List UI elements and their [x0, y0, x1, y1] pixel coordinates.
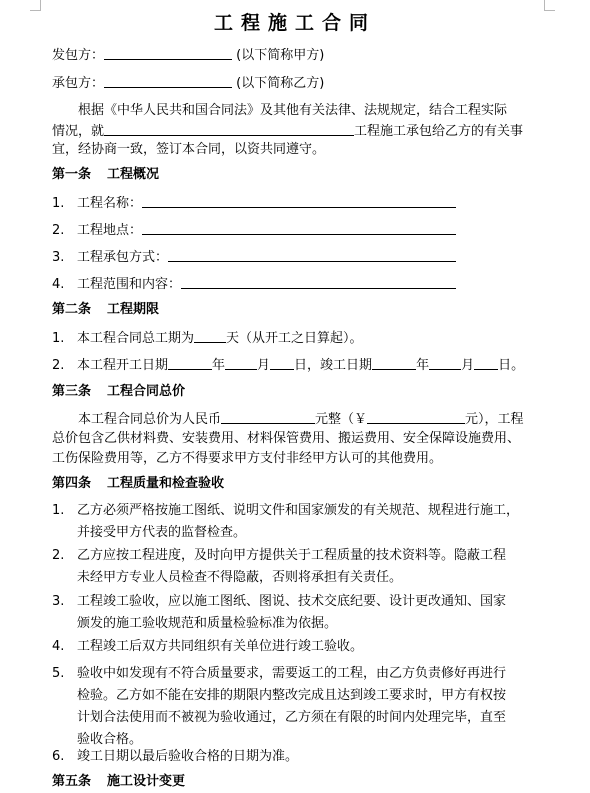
article-2-item-1: 1. 本工程合同总工期为 天（从开工之日算起）。 — [52, 327, 363, 350]
intro-line-3: 宜，经协商一致，签订本合同，以资共同遵守。 — [52, 142, 326, 157]
article-4-item-1: 1. 乙方必须严格按施工图纸、说明文件和国家颁发的有关规范、规程进行施工， 并接受甲方代表的监督检查。 — [52, 503, 520, 540]
article-1-item-1: 1. 工程名称： — [52, 192, 456, 215]
contract-method-field[interactable] — [168, 246, 456, 262]
article-4-heading: 第四条 工程质量和检查验收 — [52, 476, 225, 491]
article-1-item-3: 3. 工程承包方式： — [52, 246, 456, 269]
article-1-heading: 第一条 工程概况 — [52, 167, 160, 182]
end-month-field[interactable] — [429, 354, 461, 370]
intro-line-2: 情况，就 工程施工承包给乙方的有关事 — [52, 120, 523, 143]
party-a-blank[interactable] — [104, 44, 232, 60]
party-b-blank[interactable] — [104, 72, 232, 88]
party-a-line — [52, 44, 324, 67]
document-title: 工程施工合同 — [213, 12, 376, 34]
party-b-suffix: (以下简称乙方) — [236, 76, 325, 91]
end-year-field[interactable] — [372, 354, 416, 370]
total-days-field[interactable] — [194, 327, 226, 343]
start-year-field[interactable] — [168, 354, 212, 370]
start-day-field[interactable] — [270, 354, 294, 370]
article-1-item-2: 2. 工程地点： — [52, 219, 456, 242]
article-2-item-2: 2. 本工程开工日期 年 月 日，竣工日期 年 月 日。 — [52, 354, 524, 377]
article-4-item-2: 2. 乙方应按工程进度，及时向甲方提供关于工程质量的技术资料等。隐蔽工程 未经甲方专业人员检查不得隐蔽，否则将承担有关责任。 — [52, 548, 507, 585]
party-a-label: 发包方： — [52, 48, 105, 63]
project-location-field[interactable] — [142, 219, 456, 235]
article-4-item-6: 6. 竣工日期以最后验收合格的日期为准。 — [52, 749, 299, 764]
article-4-item-3: 3. 工程竣工验收，应以施工图纸、图说、技术交底纪要、设计更改通知、国家 颁发的施工验收规范和质量检验标准为依据。 — [52, 594, 507, 631]
intro-line-1: 根据《中华人民共和国合同法》及其他有关法律、法规规定，结合工程实际 — [78, 103, 508, 118]
project-name-blank[interactable] — [104, 120, 354, 136]
party-a-suffix: (以下简称甲方) — [236, 48, 325, 63]
price-rmb-words-field[interactable] — [221, 408, 315, 424]
party-b-label: 承包方： — [52, 76, 105, 91]
article-3-line-1: 本工程合同总价为人民币 元整（￥ 元），工程 — [78, 408, 524, 431]
project-scope-field[interactable] — [181, 273, 456, 289]
article-5-heading: 第五条 施工设计变更 — [52, 774, 186, 789]
article-4-item-5: 5. 验收中如发现有不符合质量要求，需要返工的工程，由乙方负责修好再进行 检验。乙方如不能在安排的期限内整改完成且达到竣工要求时，甲方有权按 计划合法使用而不被视为验收通过，乙方须在有限的时间内处理完毕，直至 验收合格。 — [52, 666, 507, 747]
price-rmb-figure-field[interactable] — [367, 408, 465, 424]
end-day-field[interactable] — [474, 354, 498, 370]
project-name-field[interactable] — [142, 192, 456, 208]
article-1-item-4: 4. 工程范围和内容： — [52, 273, 456, 296]
article-3-heading: 第三条 工程合同总价 — [52, 384, 186, 399]
article-3-line-2: 总价包含乙供材料费、安装费用、材料保管费用、搬运费用、安全保障设施费用、 — [52, 431, 521, 446]
article-4-item-4: 4. 工程竣工后双方共同组织有关单位进行竣工验收。 — [52, 639, 364, 654]
article-3-line-3: 工伤保险费用等，乙方不得要求甲方支付非经甲方认可的其他费用。 — [52, 451, 443, 466]
party-b-line — [52, 72, 324, 95]
start-month-field[interactable] — [225, 354, 257, 370]
article-2-heading: 第二条 工程期限 — [52, 302, 160, 317]
